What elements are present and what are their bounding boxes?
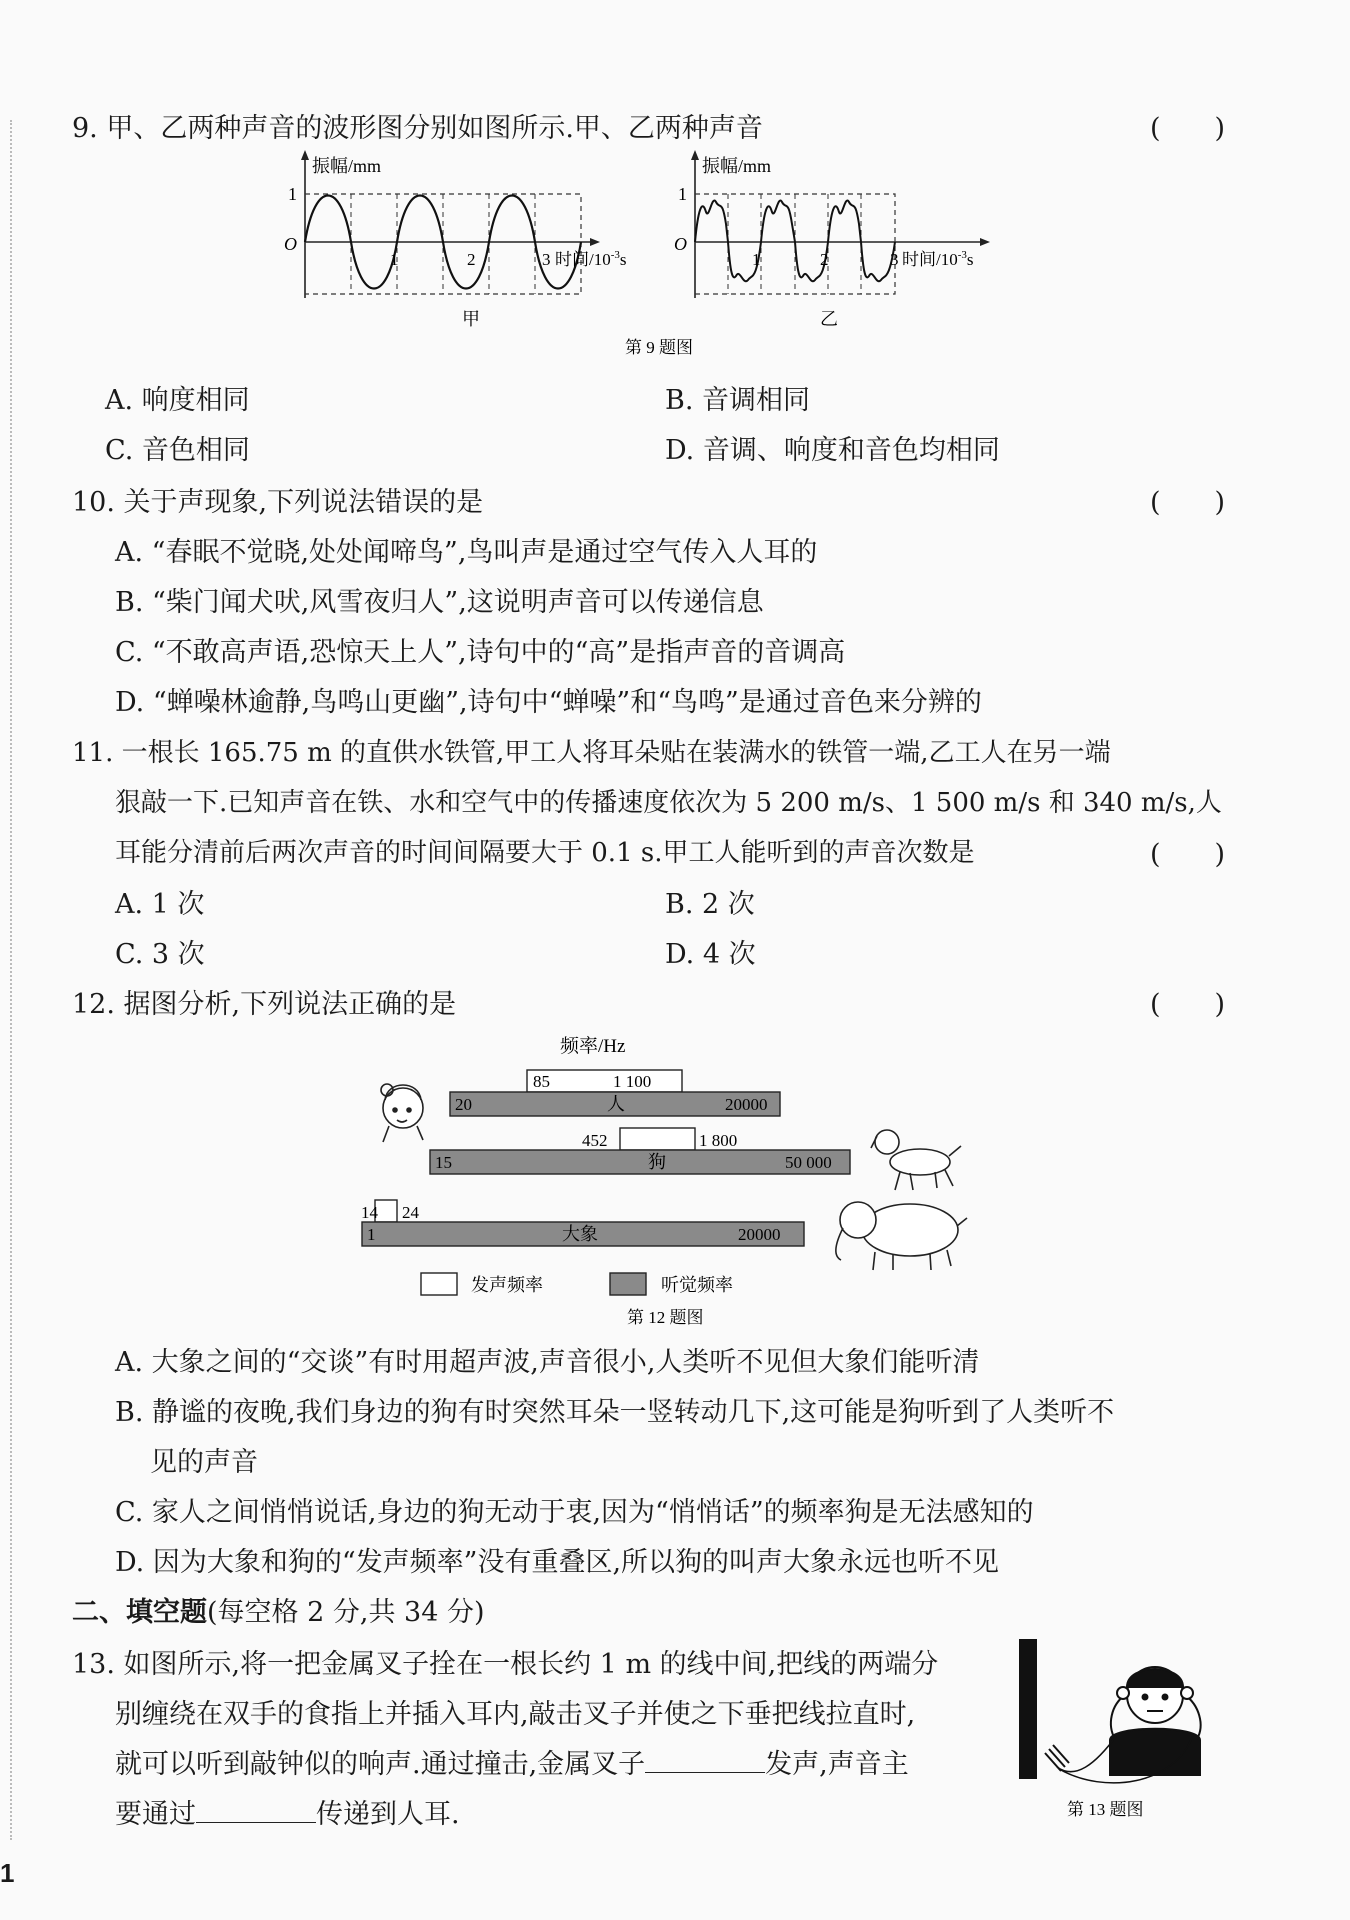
q10-option-d[interactable]: D. “蝉噪林逾静,鸟鸣山更幽”,诗句中“蝉噪”和“鸟鸣”是通过音色来分辨的 [115,687,982,718]
q9-option-b[interactable]: B. 音调相同 [665,385,811,416]
wave-chart-jia [284,150,627,329]
q13-figure [1015,1635,1245,1825]
svg-text:3: 3 [890,250,899,269]
q13-blank-1[interactable] [645,1746,765,1773]
label-jia: 甲 [462,309,480,329]
svg-text:1: 1 [288,184,297,204]
q11-answer-paren: ( ) [1150,839,1226,870]
q10-option-a[interactable]: A. “春眠不觉晓,处处闻啼鸟”,鸟叫声是通过空气传入人耳的 [115,537,818,568]
svg-text:人: 人 [607,1094,625,1114]
q11-option-c[interactable]: C. 3 次 [115,939,205,970]
q12-frequency-figure [361,1030,985,1335]
q11-option-b[interactable]: B. 2 次 [665,889,755,920]
dog-icon [871,1130,961,1190]
svg-text:85: 85 [533,1072,550,1091]
elephant-row [361,1200,967,1270]
svg-text:2: 2 [820,250,829,269]
dog-voice-bar [620,1128,695,1150]
x-label-yi: 时间$/10^{-3}s$ [902,249,974,269]
svg-text:24: 24 [402,1203,419,1222]
svg-text:20000: 20000 [738,1225,781,1244]
svg-text:50 000: 50 000 [785,1153,832,1172]
q11-option-a[interactable]: A. 1 次 [115,889,205,920]
svg-text:1: 1 [678,184,687,204]
elephant-voice-bar [375,1200,397,1222]
q11-line-1: 11. 一根长 165.75 m 的直供水铁管,甲工人将耳朵贴在装满水的铁管一端,乙工人在另一端 [72,738,1111,768]
svg-text:3: 3 [542,250,551,269]
wall-strip [1019,1639,1037,1779]
wave-chart-yi [674,150,990,329]
q10-option-b[interactable]: B. “柴门闻犬吠,风雪夜归人”,这说明声音可以传递信息 [115,587,764,618]
q10-stem: 10. 关于声现象,下列说法错误的是 [72,487,484,518]
q9-option-a[interactable]: A. 响度相同 [105,385,250,416]
svg-text:1 100: 1 100 [613,1072,652,1091]
svg-text:20000: 20000 [725,1095,768,1114]
svg-text:狗: 狗 [648,1152,666,1172]
q11-line-2: 狠敲一下.已知声音在铁、水和空气中的传播速度依次为 5 200 m/s、1 500 m/s 和 340 m/s,人 [115,788,1222,818]
label-yi: 乙 [820,309,838,329]
section-note: (每空格 2 分,共 34 分) [207,1597,485,1628]
section-title [72,1590,485,1629]
svg-text:O: O [284,234,297,254]
q9-option-c[interactable]: C. 音色相同 [105,435,250,466]
person-icon [1110,1667,1201,1775]
y-label-jia: 振幅/mm [312,156,382,176]
q12-option-a[interactable]: A. 大象之间的“交谈”有时用超声波,声音很小,人类听不见但大象们能听清 [115,1347,980,1378]
q13-caption: 第 13 题图 [1067,1800,1144,1819]
q10-answer-paren: ( ) [1150,487,1226,518]
fork-icon [1045,1745,1069,1771]
human-voice-bar [527,1070,682,1092]
svg-text:15: 15 [435,1153,452,1172]
q13-line-1: 13. 如图所示,将一把金属叉子拴在一根长约 1 m 的线中间,把线的两端分 [72,1649,939,1680]
svg-text:452: 452 [582,1131,608,1150]
q12-option-d[interactable]: D. 因为大象和狗的“发声频率”没有重叠区,所以狗的叫声大象永远也听不见 [115,1547,1000,1578]
girl-icon [381,1084,423,1142]
q12-stem: 12. 据图分析,下列说法正确的是 [72,989,457,1020]
legend-hear-swatch [610,1273,646,1295]
q11-option-d[interactable]: D. 4 次 [665,939,756,970]
q12-option-c[interactable]: C. 家人之间悄悄说话,身边的狗无动于衷,因为“悄悄话”的频率狗是无法感知的 [115,1497,1034,1528]
section-title-text: 二、填空题 [72,1597,207,1628]
dog-row [430,1128,961,1190]
q12-option-b-cont: 见的声音 [150,1447,258,1478]
svg-text:1: 1 [367,1225,376,1244]
q11-line-3: 耳能分清前后两次声音的时间间隔要大于 0.1 s.甲工人能听到的声音次数是 [115,838,975,868]
q9-wave-figure [270,150,1070,355]
svg-text:1 800: 1 800 [699,1131,738,1150]
svg-text:发声频率: 发声频率 [471,1275,543,1295]
q12-option-b[interactable]: B. 静谧的夜晚,我们身边的狗有时突然耳朵一竖转动几下,这可能是狗听到了人类听不 [115,1397,1115,1428]
svg-text:大象: 大象 [562,1224,598,1244]
q13-line-3: 就可以听到敲钟似的响声.通过撞击,金属叉子 发声,声音主 [115,1742,909,1781]
svg-text:O: O [674,234,687,254]
elephant-icon [836,1202,967,1270]
y-label-yi: 振幅/mm [702,156,772,176]
legend-voice-swatch [421,1273,457,1295]
q12-caption: 第 12 题图 [627,1308,704,1327]
q12-answer-paren: ( ) [1150,989,1226,1020]
svg-text:2: 2 [467,250,476,269]
svg-text:20: 20 [455,1095,472,1114]
binding-margin-line [10,120,12,1840]
x-label-jia: 时间$/10^{-3}s$ [555,249,627,269]
q9-caption: 第 9 题图 [625,338,693,357]
svg-text:1: 1 [752,250,761,269]
svg-text:听觉频率: 听觉频率 [661,1275,733,1295]
q9-option-d[interactable]: D. 音调、响度和音色均相同 [665,435,1000,466]
q13-line-2: 别缠绕在双手的食指上并插入耳内,敲击叉子并使之下垂把线拉直时, [115,1699,916,1730]
q13-blank-2[interactable] [196,1796,316,1823]
svg-text:1: 1 [390,250,399,269]
axis-title: 频率/Hz [560,1036,626,1057]
page-number: 1 [0,1858,15,1888]
q9-stem: 9. 甲、乙两种声音的波形图分别如图所示.甲、乙两种声音 [72,113,763,144]
q9-answer-paren: ( ) [1150,113,1226,144]
q13-line-4: 要通过 传递到人耳. [115,1792,460,1831]
q10-option-c[interactable]: C. “不敢高声语,恐惊天上人”,诗句中的“高”是指声音的音调高 [115,637,846,668]
svg-text:14: 14 [361,1203,378,1222]
